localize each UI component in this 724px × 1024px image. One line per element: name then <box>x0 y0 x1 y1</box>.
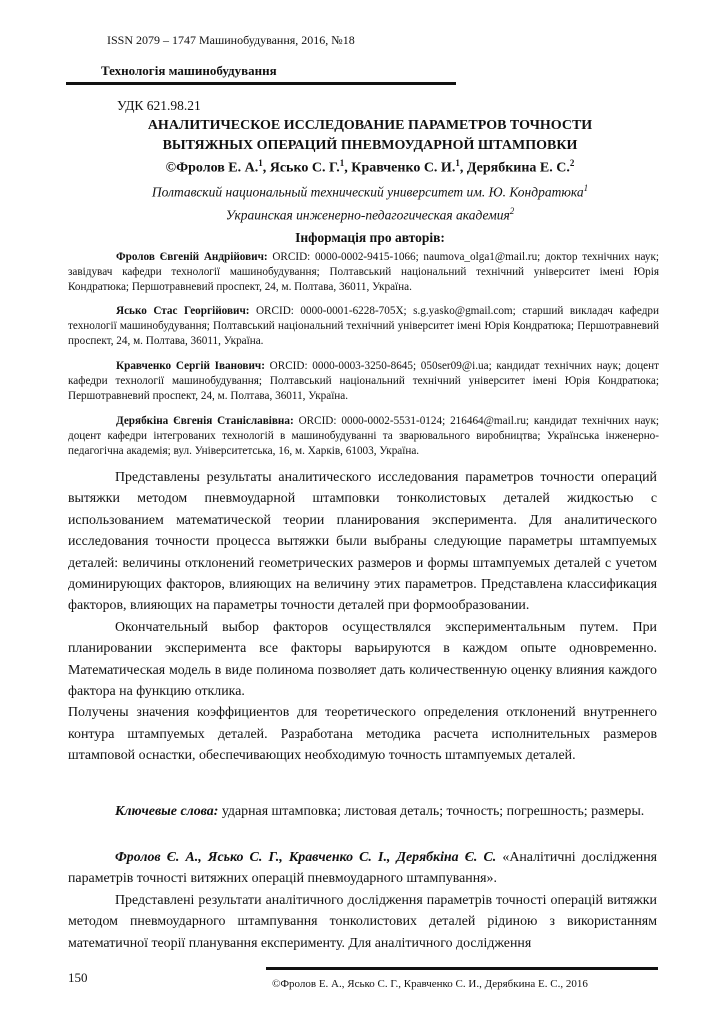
reference-authors: Фролов Є. А., Ясько С. Г., Кравченко С. І., Дерябкіна Є. С. <box>115 850 497 865</box>
abstract-paragraph: Получены значения коэффициентов для теоретического определения отклонений внутреннего контура штампуемых деталей. Разработана методика расчета исполнительных размеров штамповой оснастки, обеспечивающих необходимую точность штампуемых деталей. <box>68 705 657 764</box>
affiliation-2 <box>90 206 650 224</box>
bio-author-name: Ясько Стас Георгійович: <box>116 305 250 317</box>
bio-text: ORCID: 0000-0002-5531-0124; 216464@mail.ru; кандидат технічних наук; доцент кафедри інтегрованих технологій в машинобудуванні та зварювального виробництва; Українська інженерно-педагогічна академія; вул. Університетська, 16, м. Харків, 61003, Україна. <box>68 415 659 457</box>
abstract-ukrainian <box>68 847 657 954</box>
bio-author-name: Дерябкіна Євгенія Станіславівна: <box>116 415 294 427</box>
bio-text: ORCID: 0000-0001-6228-705X; s.g.yasko@gmail.com; старший викладач кафедри технології машинобудування; Полтавський національний технічний університет імені Юрія Кондратюка; Першотравневий проспект, 24, м. Полтава, 36011, Україна. <box>68 305 660 347</box>
article-title-line1: АНАЛИТИЧЕСКОЕ ИССЛЕДОВАНИЕ ПАРАМЕТРОВ ТОЧНОСТИ <box>147 118 593 133</box>
section-label: Технологія машинобудування <box>101 63 277 78</box>
author-affiliation-mark: 1 <box>258 158 263 168</box>
keywords-list: ударная штамповка; листовая деталь; точность; погрешность; размеры. <box>218 804 645 819</box>
author-bio <box>68 359 659 404</box>
bio-text: ORCID: 0000-0003-3250-8645; 050ser09@i.ua; кандидат технічних наук; доцент кафедри технології машинобудування; Полтавський національний технічний університет імені Юрія Кондратюка; Першотравневий проспект, 24, м. Полтава, 36011, Україна. <box>68 360 659 402</box>
author-name: Ясько С. Г. <box>269 160 340 176</box>
author-list: ©Фролов Е. А.$^1$, Ясько С. Г.$^1$, Кравченко С. И.$^1$, Дерябкина Е. С.$^2$ <box>165 158 575 176</box>
bio-author-name: Фролов Євгеній Андрійович: <box>116 251 268 263</box>
author-affiliation-mark: 2 <box>569 158 575 168</box>
bio-author-name: Кравченко Сергій Іванович: <box>116 360 265 372</box>
udk-code: УДК 621.98.21 <box>117 98 201 113</box>
abstract-paragraph: Представлены результаты аналитического исследования параметров точности операций вытяжки методом пневмоударной штамповки тонколистовых деталей жидкостью с использованием математической теории планирования эксперимента. Для аналитического исследования точности процесса вытяжки были выбраны следующие параметры штампуемых деталей: величины отклонений геометрических размеров и формы штампуемых деталей с учетом доминирующих факторов, влияющих на величину этих параметров. Представлена классификация факторов, влияющих на параметры точности деталей при формообразовании. <box>68 470 657 614</box>
author-affiliation-mark: 1 <box>455 158 460 168</box>
keywords-label: Ключевые слова: <box>115 804 219 819</box>
footer-rule <box>266 967 658 970</box>
author-name: ©Фролов Е. А. <box>165 160 259 176</box>
header-rule <box>66 82 456 85</box>
author-affiliation-mark: 1 <box>339 158 345 168</box>
article-title-line2: ВЫТЯЖНЫХ ОПЕРАЦИЙ ПНЕВМОУДАРНОЙ ШТАМПОВКИ <box>162 138 578 153</box>
author-bio <box>68 250 659 295</box>
affiliation-mark: 1 <box>583 183 589 193</box>
author-name: Кравченко С. И. <box>351 160 456 176</box>
affiliation-1 <box>90 183 650 201</box>
copyright-line: ©Фролов Е. А., Ясько С. Г., Кравченко С. И., Дерябкина Е. С., 2016 <box>272 978 588 990</box>
keywords <box>68 804 657 820</box>
page-number: 150 <box>68 970 88 985</box>
author-name: Дерябкина Е. С. <box>466 160 570 176</box>
affiliation-text: Полтавский национальный технический университет им. Ю. Кондратюка <box>151 184 584 200</box>
author-bio <box>68 414 659 459</box>
abstract-paragraph: Представлені результати аналітичного дослідження параметрів точності операцій витяжки методом пневмоударного штампування тонколистових деталей рідиною з використанням математичної теорії планування експерименту. Для аналітичного дослідження <box>68 892 657 951</box>
author-bio <box>68 304 659 349</box>
bio-text: ORCID: 0000-0002-9415-1066; naumova_olga1@mail.ru; доктор технічних наук; завідувач кафедри технології машинобудування; Полтавський національний технічний університет імені Юрія Кондратюка; Першотравневий проспект, 24, м. Полтава, 36011, Україна. <box>68 251 659 293</box>
affiliation-text: Украинская инженерно-педагогическая академия <box>225 207 510 223</box>
author-info-heading: Інформація про авторів: <box>295 230 445 245</box>
abstract-paragraph: Окончательный выбор факторов осуществлялся экспериментальным путем. При планировании эксперимента все факторы варьируются в каждом опыте одновременно. Математическая модель в виде полинома позволяет дать количественную оценку влияния каждого фактора на функцию отклика. <box>68 619 657 700</box>
affiliation-mark: 2 <box>509 206 515 216</box>
running-head: ISSN 2079 – 1747 Машинобудування, 2016, №18 <box>107 33 355 47</box>
abstract-russian <box>68 467 657 767</box>
abstract-reference <box>68 847 657 890</box>
reference-title: «Аналітичні дослідження параметрів точності витяжних операцій пневмоударного штампування». <box>68 850 658 887</box>
